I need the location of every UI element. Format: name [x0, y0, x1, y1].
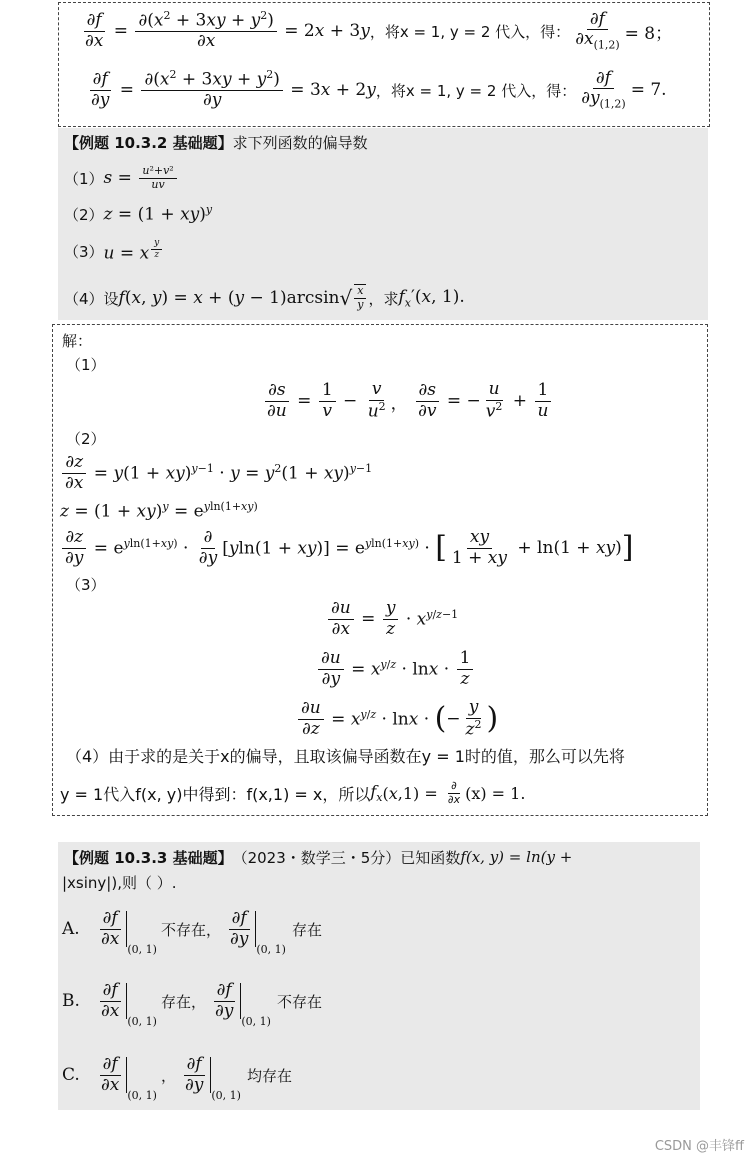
solution-1-equation: $\frac{\partial s}{\partial u}$ = $\frac{1}{v}$ − $\frac{v}{u^2}$ ， $\frac{\partial s}{\partial v}$ = − $\frac{u}{v^2}$ + $\frac{1}{u}$ — [262, 377, 553, 425]
option-b[interactable]: B. $\frac{\partial f}{\partial x}$ (0, 1) 存在， $\frac{\partial f}{\partial y}$ (0, 1) 不存在 — [62, 979, 322, 1028]
option-c[interactable]: C. $\frac{\partial f}{\partial x}$ (0, 1) ， $\frac{\partial f}{\partial y}$ (0, 1) 均存在 — [62, 1053, 292, 1102]
solution-3-dudx: $\frac{\partial u}{\partial x}$ = $\frac{y}{z}$ · $x^{y/z-1}$ — [326, 596, 458, 642]
solution-2-exp-form: $z = (1 + xy)^y = e^{yln(1+xy)}$ — [60, 500, 258, 522]
example-10-3-2-title: 【例题 10.3.2 基础题】 求下列函数的偏导数 — [64, 133, 368, 152]
solution-part-2: （2） — [66, 430, 106, 448]
solution-part-3: （3） — [66, 576, 106, 594]
solution-part-1: （1） — [66, 356, 106, 374]
solution-part-4-line-2: y = 1代入f(x, y)中得到：f(x,1) = x，所以 $f_x$ (x,1) = $\frac{\partial}{\partial x}$ (x) = 1. — [60, 778, 526, 806]
example-item-4: （4）设 f(x, y) = x + (y − 1)arcsin √ $\frac{x}{y}$ ，求 $f_x'(x$, 1). — [64, 284, 465, 311]
solution-3-dudy: $\frac{\partial u}{\partial y}$ = $x^{y/z} \cdot \ln x$ · $\frac{1}{z}$ — [316, 646, 475, 692]
example-10-3-3-title: 【例题 10.3.3 基础题】 （2023・数学三・5分）已知函数 f(x, y) = ln(y + — [64, 848, 573, 867]
solution-2-dzdx: $\frac{\partial z}{\partial x}$ = $y(1 + xy)^{y-1} \cdot y = y^2(1 + xy)^{y-1}$ — [60, 450, 372, 496]
solution-label: 解： — [62, 332, 93, 350]
footer-watermark: CSDN @丰锋ff — [654, 1139, 744, 1154]
partial-y-equation: $\frac{\partial f}{\partial y}$ = $\frac{\partial(x^2 + 3xy + y^2)}{\partial y}$ = 3x + 2y ，将x = 1, y = 2 代入，得： $\frac{\partial f}{\partial y_{(1,2)}}$ = 7. — [91, 67, 667, 111]
example-item-3: （3） u = x $^{\frac{y}{z}}$ — [64, 236, 164, 266]
solution-3-dudz: $\frac{\partial u}{\partial z}$ = $x^{y/z} \cdot \ln x$ · ( − $\frac{y}{z^2}$ ) — [296, 696, 498, 742]
partial-x-equation: $\frac{\partial f}{\partial x}$ = $\frac{\partial(x^2 + 3xy + y^2)}{\partial x}$ = 2x + 3y ，将x = 1, y = 2 代入，得： $\frac{\partial f}{\partial x_{(1,2)}}$ = 8； — [85, 8, 673, 52]
option-a[interactable]: A. $\frac{\partial f}{\partial x}$ (0, 1) 不存在， $\frac{\partial f}{\partial y}$ (0, 1) 存在 — [62, 907, 322, 956]
solution-2-dzdy: $\frac{\partial z}{\partial y}$ = $e^{yln(1+xy)}$ · $\frac{\partial}{\partial y}$ $[yln(1 + xy)] = e^{yln(1+xy)}$ · [ $\frac{xy}{1 + xy}$ + ln(1 + xy) ] — [60, 524, 634, 572]
example-10-3-3-title-cont: |xsiny|),则（ ）. — [62, 874, 177, 892]
example-item-1: （1） s = $\frac{\text{u²+v²}}{uv}$ — [64, 160, 179, 196]
example-item-2: （2） z = (1 + xy)$^y$ — [64, 203, 213, 225]
solution-part-4-line-1: （4）由于求的是关于x的偏导，且取该偏导函数在y = 1时的值，那么可以先将 — [66, 747, 625, 766]
